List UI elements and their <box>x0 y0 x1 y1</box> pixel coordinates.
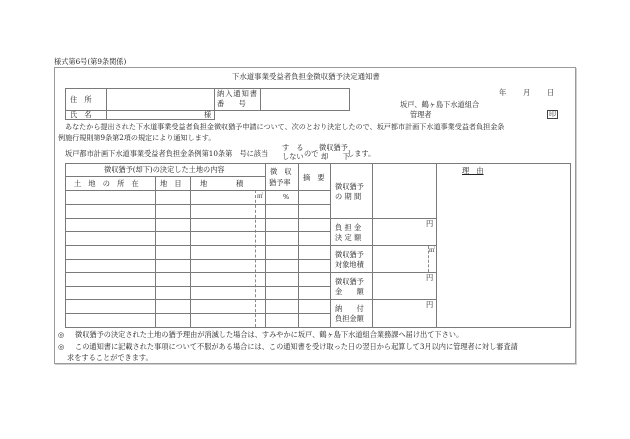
column-header-land-category: 地 目 <box>160 179 182 188</box>
note-1-text: 徴収猶予の決定された土地の猶予理由が消滅した場合は、すみやかに坂戸、鶴ヶ島下水道組合業務課へ届け出て下さい。 <box>75 330 464 339</box>
date-day-label: 日 <box>547 88 555 97</box>
area-unit: ㎡ <box>257 193 264 200</box>
document-title: 下水道事業受益者負担金徴収猶予決定通知書 <box>232 72 380 81</box>
issuer-organization: 坂戸、鶴ヶ島下水道組合 <box>400 100 480 109</box>
note-2-text-cont: 求をすることができます。 <box>67 353 153 362</box>
note-2-text: この通知書に記載された事項について不服がある場合には、この通知書を受け取った日の翌日から起算して3月以内に管理者に対し審査請 <box>75 342 518 351</box>
area-target-label-2: 対象地積 <box>335 260 364 269</box>
column-header-remarks: 摘 要 <box>303 173 325 182</box>
body-text-line2: 例施行規則第9条第2項の規定により通知します。 <box>58 133 216 142</box>
amount-label-1: 徴収猶予 <box>335 277 364 286</box>
applies-option-no[interactable]: しない <box>282 152 304 161</box>
area-target-label-1: 徴収猶予 <box>335 250 364 259</box>
body-text-line1: あなたから提出された下水道事業受益者負担金徴収猶予申請について、次のとおり決定したので、坂戸都市計画下水道事業受益者負担金条 <box>65 122 505 131</box>
amount-label-2: 金 額 <box>335 287 364 296</box>
payable-label-1: 納 付 <box>335 304 364 313</box>
ordinance-prefix: 坂戸都市計画下水道事業受益者負担金条例第10条第 号に該当 <box>65 149 269 158</box>
form-number: 様式第6号(第9条関係) <box>54 57 127 66</box>
decision-option-grant[interactable]: 徴収猶予 <box>319 143 348 152</box>
period-label-2: の 期 間 <box>335 192 362 201</box>
column-header-rate-1: 徴 収 <box>270 167 292 176</box>
payable-label-2: 負担金額 <box>335 314 364 323</box>
area-target-unit: ㎡ <box>429 247 436 254</box>
manager-label: 管理者 <box>410 110 432 119</box>
period-label-1: 徴収猶予 <box>335 182 364 191</box>
period-field[interactable] <box>373 164 435 217</box>
decision-option-reject[interactable]: 却 下 <box>321 152 350 161</box>
address-field[interactable] <box>107 89 213 109</box>
note-1-mark: ◎ <box>58 330 65 339</box>
honorific: 様 <box>204 110 212 119</box>
payable-unit: 円 <box>426 300 434 309</box>
date-year-label: 年 <box>499 88 507 97</box>
ordinance-suffix: します。 <box>347 149 376 158</box>
land-group-header: 徴収猶予(却下)の決定した土地の内容 <box>104 165 225 174</box>
notice-number-label-1: 納入通知書 <box>217 89 258 98</box>
notice-number-label-2: 番 号 <box>217 99 246 108</box>
applies-option-yes[interactable]: す る <box>282 143 304 152</box>
rate-unit: % <box>283 193 290 201</box>
column-header-rate-2: 猶予率 <box>269 178 291 187</box>
column-header-area: 地 積 <box>200 179 244 188</box>
name-label: 氏 名 <box>70 110 92 119</box>
assessed-label-1: 負 担 金 <box>335 223 362 232</box>
notice-number-field[interactable] <box>261 89 349 110</box>
assessed-label-2: 決 定 額 <box>335 233 362 242</box>
amount-unit: 円 <box>426 273 434 282</box>
name-field[interactable] <box>107 110 205 119</box>
connector-text: ので <box>304 149 319 158</box>
reason-field[interactable] <box>438 178 569 326</box>
seal-mark: 印 <box>549 110 556 118</box>
date-month-label: 月 <box>523 88 531 97</box>
note-2-mark: ◎ <box>58 342 65 351</box>
column-header-location: 土 地 の 所 在 <box>74 179 139 188</box>
address-label: 住 所 <box>70 95 92 104</box>
reason-label: 理 由 <box>462 166 484 175</box>
assessed-unit: 円 <box>426 219 434 228</box>
